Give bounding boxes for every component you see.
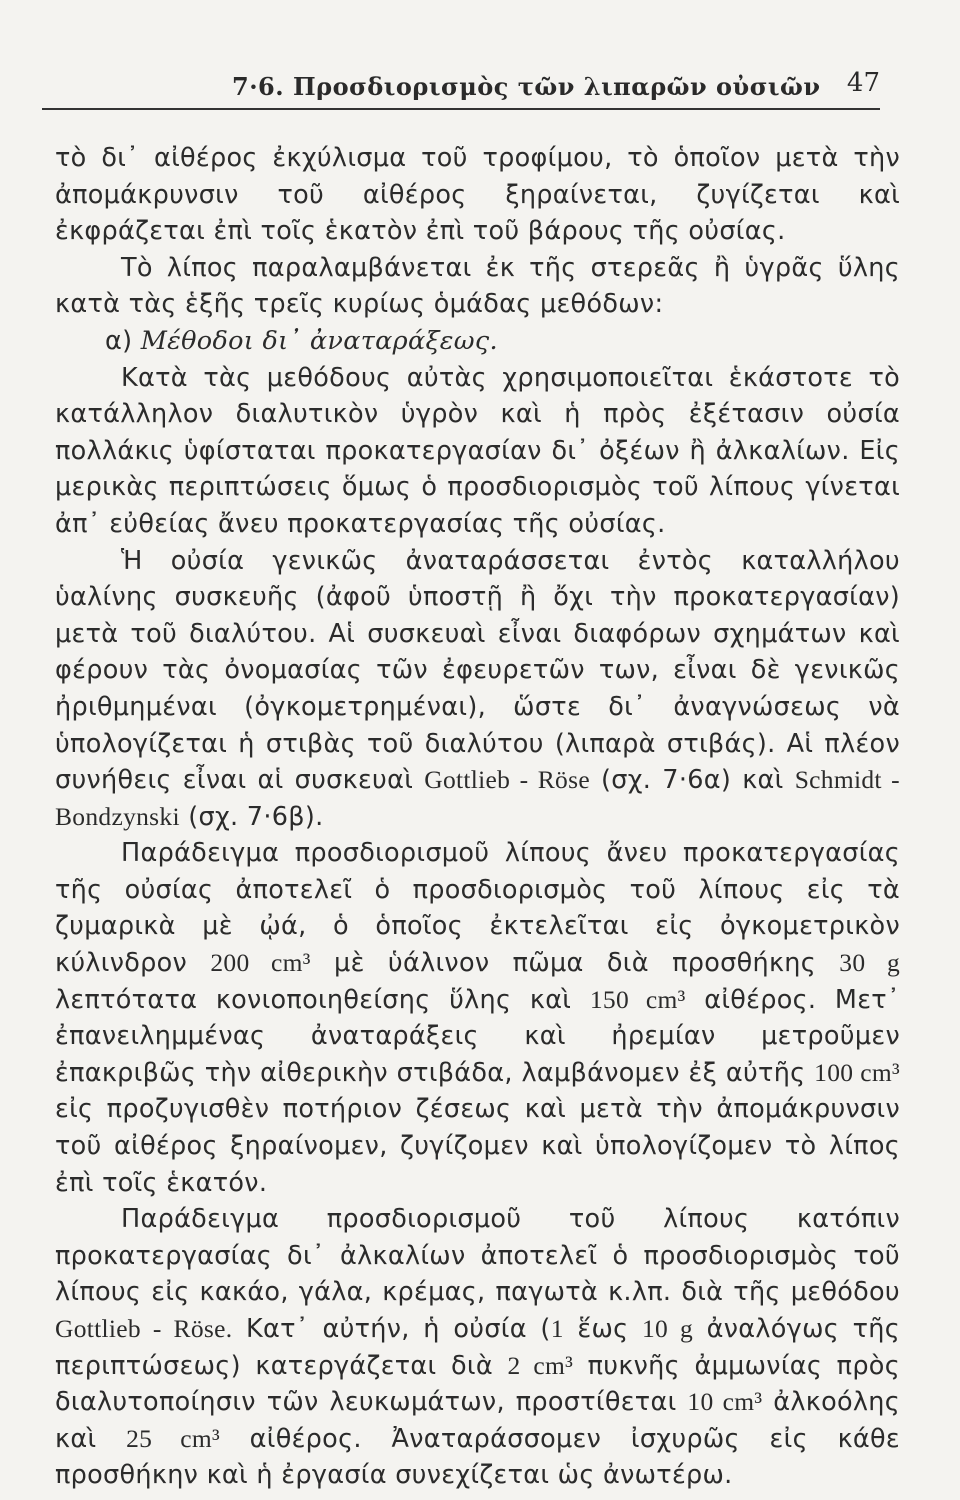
- paragraph-continuation: τὸ δι᾽ αἰθέρος ἐκχύλισμα τοῦ τροφίμου, τὸ ὁποῖον μετὰ τὴν ἀπομάκρυνσιν τοῦ αἰθέρος ξηραίνεται, ζυγίζεται καὶ ἐκφράζεται ἐπὶ τοῖς ἑκατὸν ἐπὶ τοῦ βάρους τῆς οὐσίας.: [55, 143, 900, 247]
- page-body: [55, 140, 900, 1494]
- section-title: Μέθοδοι δι᾽ ἀναταράξεως.: [140, 325, 498, 356]
- paragraph-example-pasta: Παράδειγμα προσδιορισμοῦ λίπους ἄνευ προκατεργασίας τῆς οὐσίας ἀποτελεῖ ὁ προσδιορισμὸς τοῦ λίπους εἰς τὰ ζυμαρικὰ μὲ ᾠά, ὁ ὁποῖος ἐκτελεῖται εἰς ὀγκομετρικὸν κύλινδρον 200 cm³ μὲ ὑάλινον πῶμα διὰ προσθήκης 30 g λεπτότατα κονιοποιηθείσης ὕλης καὶ 150 cm³ αἰθέρος. Μετ᾽ ἐπανειλημμένας ἀναταράξεις καὶ ἠρεμίαν μετροῦμεν ἐπακριβῶς τὴν αἰθερικὴν στιβάδα, λαμβάνομεν ἐξ αὐτῆς 100 cm³ εἰς προζυγισθὲν ποτήριον ζέσεως καὶ μετὰ τὴν ἀπομάκρυνσιν τοῦ αἰθέρος ξηραίνομεν, ζυγίζομεν καὶ ὑπολογίζομεν τὸ λίπος ἐπὶ τοῖς ἑκατόν.: [55, 838, 900, 1198]
- paragraph-methods-intro: Τὸ λίπος παραλαμβάνεται ἐκ τῆς στερεᾶς ἢ ὑγρᾶς ὕλης κατὰ τὰς ἑξῆς τρεῖς κυρίως ὁμάδας μεθόδων:: [55, 252, 900, 320]
- page-header: [42, 64, 880, 110]
- section-heading-a: [55, 323, 900, 360]
- paragraph-example-alkali: Παράδειγμα προσδιορισμοῦ τοῦ λίπους κατόπιν προκατεργασίας δι᾽ ἀλκαλίων ἀποτελεῖ ὁ προσδιορισμὸς τοῦ λίπους εἰς κακάο, γάλα, κρέμας, παγωτὰ κ.λπ. διὰ τῆς μεθόδου Gottlieb - Röse. Κατ᾽ αὐτήν, ἡ οὐσία (1 ἕως 10 g ἀναλόγως τῆς περιπτώσεως) κατεργάζεται διὰ 2 cm³ πυκνῆς ἀμμωνίας πρὸς διαλυτοποίησιν τῶν λευκωμάτων, προστίθεται 10 cm³ ἀλκοόλης καὶ 25 cm³ αἰθέρος. Ἀναταράσσομεν ἰσχυρῶς εἰς κάθε προσθήκην καὶ ἡ ἐργασία συνεχίζεται ὡς ἀνωτέρω.: [55, 1204, 900, 1491]
- running-head: 7·6. Προσδιορισμὸς τῶν λιπαρῶν οὐσιῶν: [232, 72, 821, 101]
- paragraph-methods-description: Κατὰ τὰς μεθόδους αὐτὰς χρησιμοποιεῖται ἑκάστοτε τὸ κατάλληλον διαλυτικὸν ὑγρὸν καὶ ἡ πρὸς ἐξέτασιν οὐσία πολλάκις ὑφίσταται προκατεργασίαν δι᾽ ὀξέων ἢ ἀλκαλίων. Εἰς μερικὰς περιπτώσεις ὅμως ὁ προσδιορισμὸς τοῦ λίπους γίνεται ἀπ᾽ εὐθείας ἄνευ προκατεργασίας τῆς οὐσίας.: [55, 362, 900, 539]
- page-number: 47: [846, 68, 880, 98]
- paragraph-apparatus: Ἡ οὐσία γενικῶς ἀναταράσσεται ἐντὸς καταλλήλου ὑαλίνης συσκευῆς (ἀφοῦ ὑποστῇ ἢ ὄχι τὴν προκατεργασίαν) μετὰ τοῦ διαλύτου. Αἱ συσκευαὶ εἶναι διαφόρων σχημάτων καὶ φέρουν τὰς ὀνομασίας τῶν ἐφευρετῶν των, εἶναι δὲ γενικῶς ἠριθμημέναι (ὀγκομετρημέναι), ὥστε δι᾽ ἀναγνώσεως νὰ ὑπολογίζεται ἡ στιβὰς τοῦ διαλύτου (λιπαρὰ στιβάς). Αἱ πλέον συνήθεις εἶναι αἱ συσκευαὶ Gottlieb - Röse (σχ. 7·6α) καὶ Schmidt - Bondzynski (σχ. 7·6β).: [55, 545, 900, 832]
- list-marker: α): [105, 325, 133, 356]
